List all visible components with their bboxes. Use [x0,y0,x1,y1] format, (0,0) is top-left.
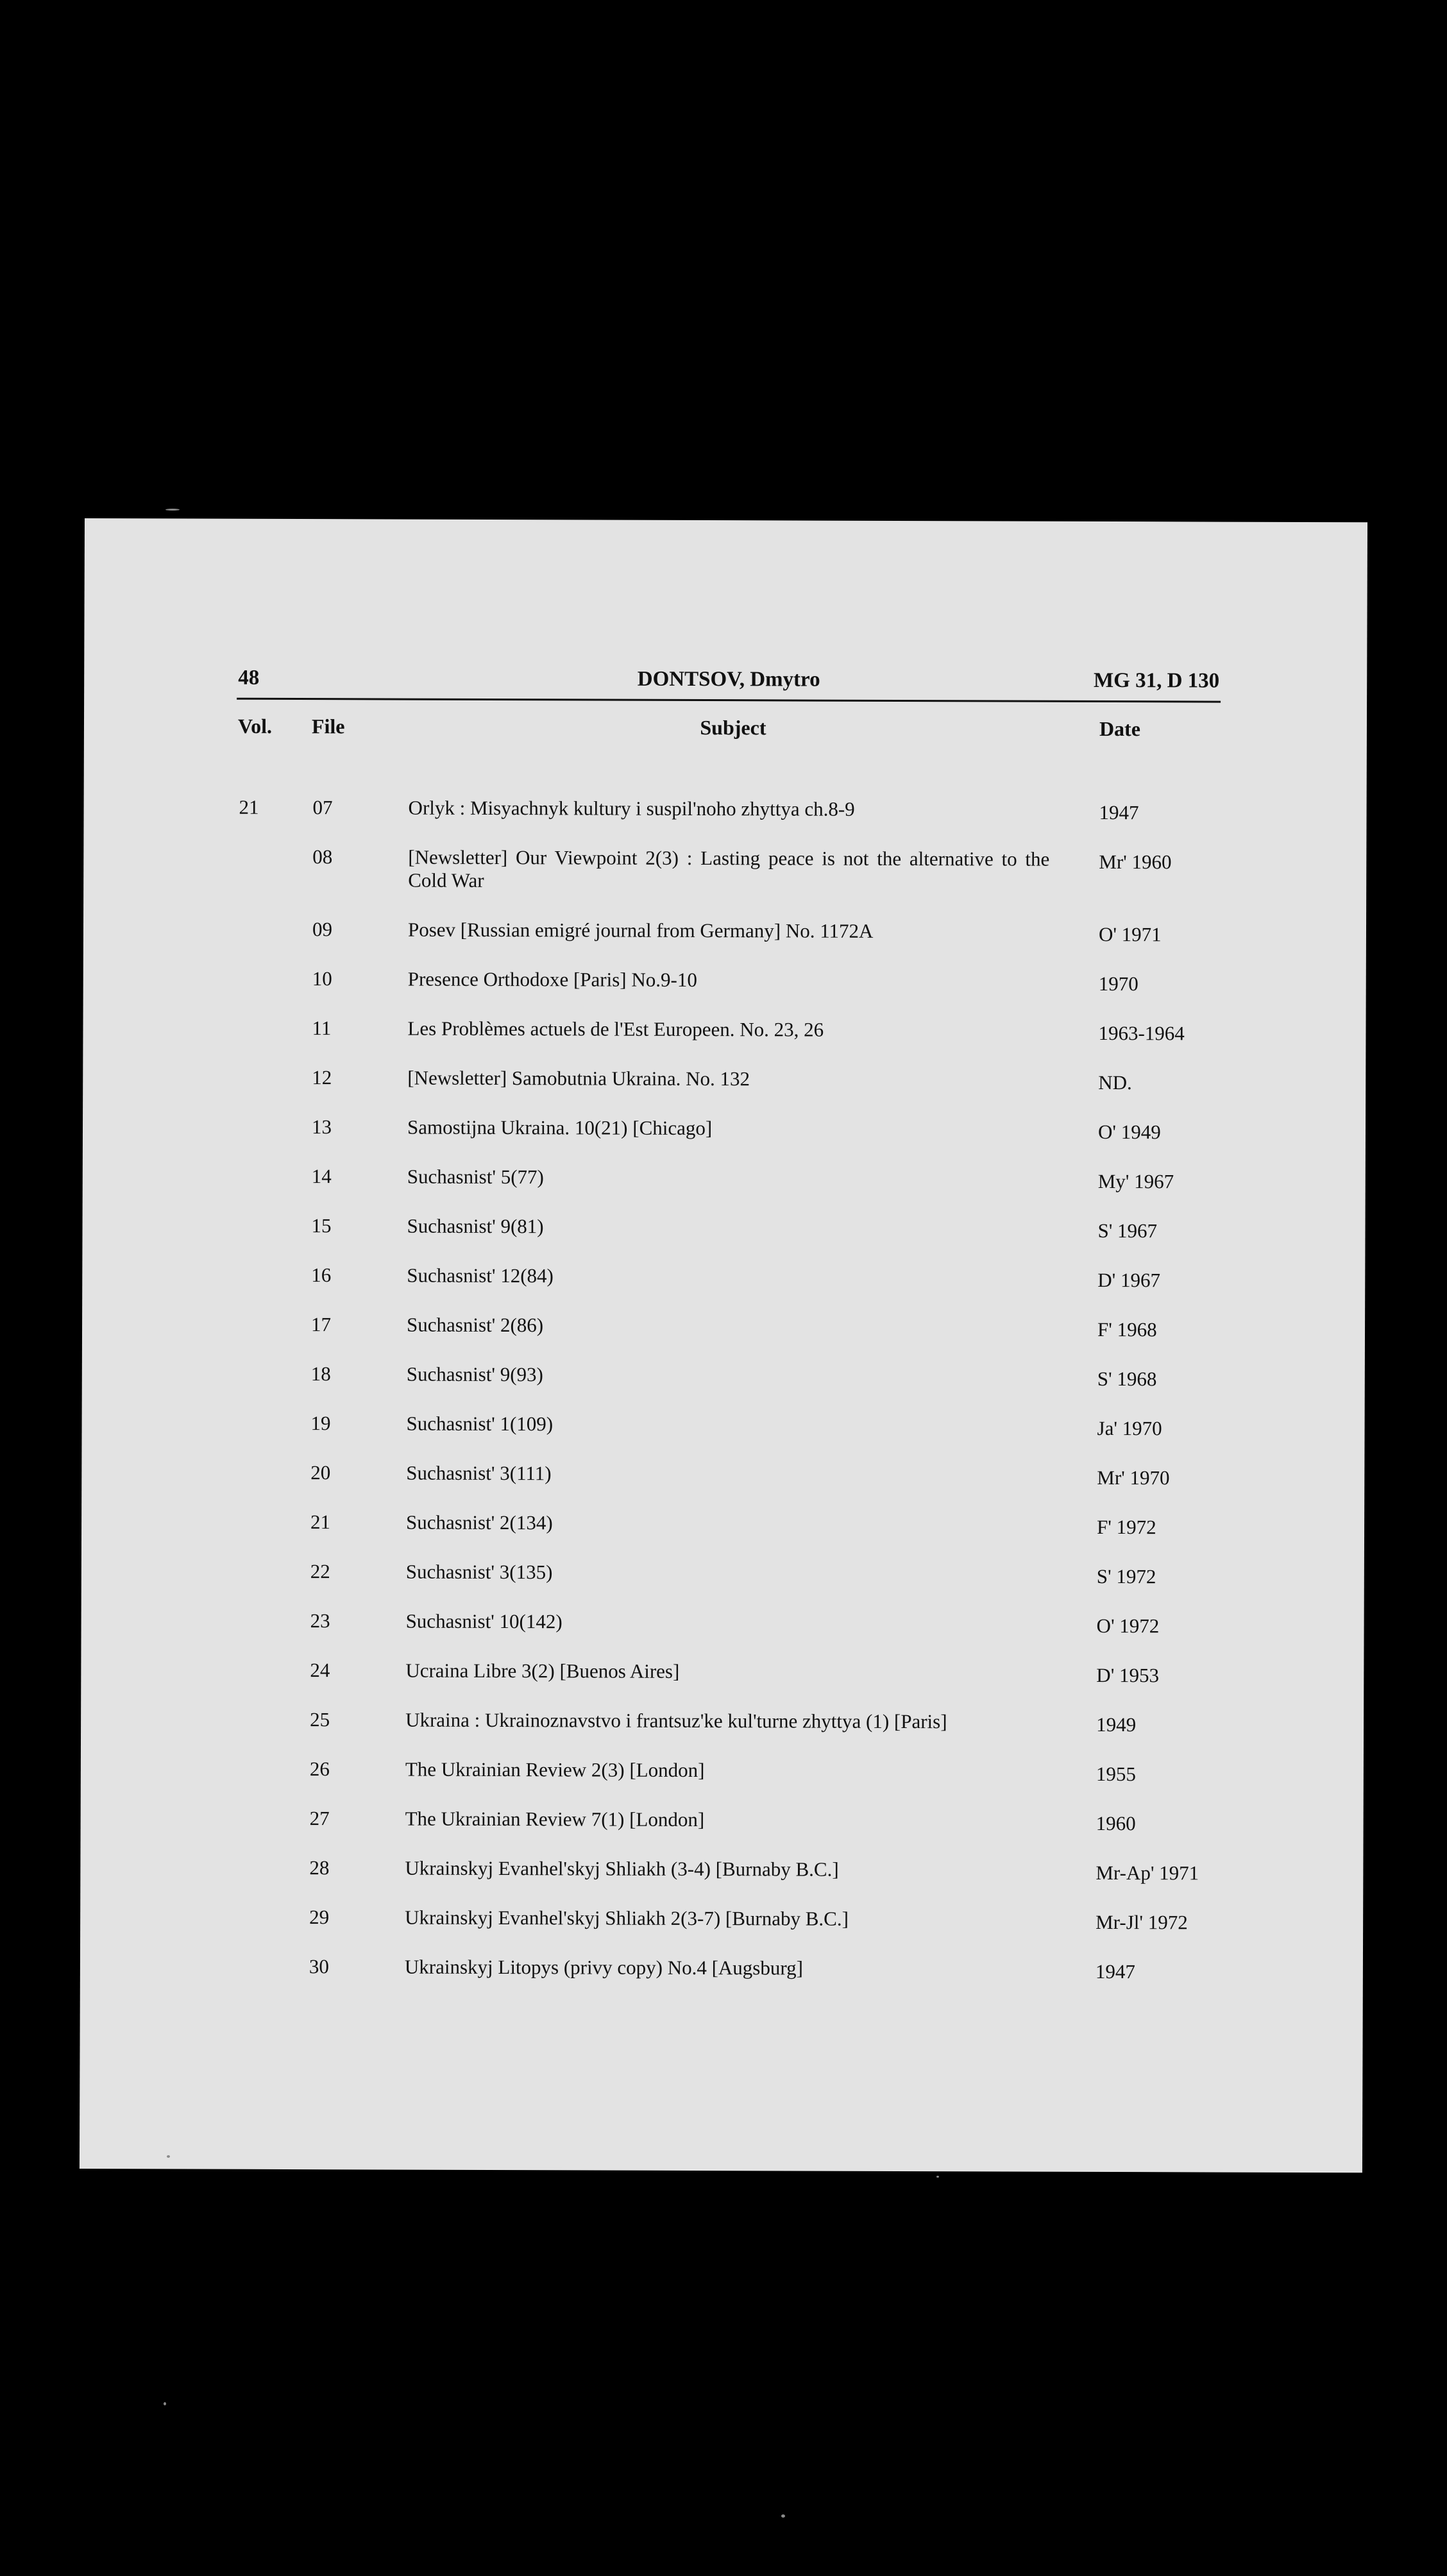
scan-speck [936,2176,939,2178]
file-list [234,796,1232,2008]
page-number: 48 [238,666,260,690]
subject-cell: Ukrainskyj Evanhel'skyj Shliakh 2(3-7) [Burnaby B.C.] [405,1906,849,1930]
column-header-file: File [311,715,345,738]
subject-cell: Ucraina Libre 3(2) [Buenos Aires] [405,1659,680,1682]
subject-cell: Ukrainskyj Evanhel'skyj Shliakh (3-4) [Burnaby B.C.] [405,1856,839,1881]
column-header-date: Date [1099,716,1141,741]
date-cell: F' 1972 [1097,1515,1156,1539]
file-cell: 21 [310,1511,331,1534]
date-cell: My' 1967 [1097,1169,1174,1193]
table-row [235,1461,1230,1487]
table-row [235,1659,1229,1685]
date-cell: 1960 [1096,1811,1136,1835]
date-cell: S' 1967 [1097,1219,1158,1242]
subject-cell: Suchasnist' 2(86) [406,1313,544,1337]
subject-cell: Orlyk : Misyachnyk kultury i suspil'noho zhyttya ch.8-9 [408,796,855,820]
file-cell: 08 [312,845,333,869]
scan-speck [164,2402,166,2405]
table-row [235,1708,1229,1734]
subject-cell: Ukrainskyj Litopys (privy copy) No.4 [Augsburg] [404,1955,804,1979]
file-cell: 18 [310,1362,331,1385]
table-row [237,1165,1231,1191]
table-row [235,1807,1229,1833]
file-cell: 20 [310,1461,331,1484]
file-cell: 24 [310,1659,330,1682]
file-cell: 28 [309,1856,330,1879]
subject-cell: Suchasnist' 12(84) [407,1264,554,1287]
date-cell: O' 1971 [1098,922,1162,946]
fonds-title: DONTSOV, Dmytro [637,667,820,691]
table-row [237,845,1231,895]
file-cell: 12 [312,1066,332,1089]
subject-cell: [Newsletter] Samobutnia Ukraina. No. 132 [407,1066,750,1090]
table-row [237,967,1231,994]
subject-cell: Samostijna Ukraina. 10(21) [Chicago] [407,1115,713,1140]
date-cell: 1949 [1096,1713,1137,1736]
date-cell: D' 1953 [1096,1663,1160,1687]
date-cell: 1963-1964 [1098,1021,1185,1045]
subject-cell: Suchasnist' 1(109) [406,1412,554,1436]
date-cell: S' 1968 [1097,1367,1157,1391]
subject-cell: Suchasnist' 9(81) [407,1214,544,1238]
table-row [235,1560,1230,1586]
date-cell: Mr-Ap' 1971 [1096,1861,1199,1885]
file-cell: 15 [311,1214,332,1237]
file-cell: 27 [309,1807,330,1830]
scan-speck [781,2514,785,2518]
table-row [237,918,1231,944]
date-cell: 1955 [1096,1762,1136,1786]
table-row [237,1017,1231,1043]
file-cell: 22 [310,1560,330,1583]
file-cell: 19 [310,1412,331,1435]
file-cell: 07 [312,796,333,819]
table-row [235,1609,1230,1636]
file-cell: 25 [310,1708,330,1731]
vol-cell: 21 [239,795,259,818]
date-cell: Ja' 1970 [1097,1416,1162,1440]
subject-cell: Les Problèmes actuels de l'Est Europeen. No. 23, 26 [407,1017,824,1041]
table-row [234,1955,1228,1981]
subject-cell: Suchasnist' 3(135) [405,1560,553,1584]
table-row [236,1214,1230,1241]
subject-cell: The Ukrainian Review 7(1) [London] [405,1807,705,1831]
file-cell: 30 [309,1955,329,1978]
file-cell: 23 [310,1609,330,1632]
table-row [237,1115,1231,1142]
date-cell: D' 1967 [1097,1268,1161,1292]
date-cell: 1947 [1099,801,1139,824]
table-row [238,796,1232,822]
subject-cell: [Newsletter] Our Viewpoint 2(3) : Lasting peace is not the alternative to the Cold War [408,845,1050,892]
date-cell: 1970 [1098,972,1138,996]
scan-speck [167,2155,170,2158]
subject-cell: The Ukrainian Review 2(3) [London] [405,1758,705,1782]
date-cell: Mr' 1960 [1099,850,1172,874]
file-cell: 14 [311,1165,332,1188]
file-cell: 29 [309,1906,330,1929]
scan-speck [165,509,180,511]
subject-cell: Suchasnist' 9(93) [406,1362,543,1386]
column-headers [238,715,1219,756]
subject-cell: Posev [Russian emigré journal from Germany] No. 1172A [407,918,874,942]
table-row [234,1856,1228,1883]
date-cell: ND. [1098,1071,1132,1094]
table-row [234,1906,1228,1932]
table-row [235,1511,1230,1537]
subject-cell: Suchasnist' 10(142) [405,1609,563,1633]
file-cell: 17 [310,1313,332,1336]
subject-cell: Presence Orthodoxe [Paris] No.9-10 [407,967,697,992]
table-row [235,1758,1229,1784]
table-row [236,1412,1230,1438]
file-cell: 11 [312,1017,332,1040]
table-row [236,1362,1230,1389]
column-header-subject: Subject [700,716,766,740]
date-cell: 1947 [1095,1960,1135,1983]
file-cell: 10 [312,967,332,990]
date-cell: O' 1972 [1096,1614,1160,1638]
date-cell: Mr-Jl' 1972 [1096,1910,1188,1934]
subject-cell: Suchasnist' 5(77) [407,1165,544,1189]
subject-cell: Suchasnist' 2(134) [406,1511,553,1534]
subject-cell: Suchasnist' 3(111) [406,1461,552,1485]
table-row [237,1066,1231,1092]
file-cell: 09 [312,918,333,941]
date-cell: O' 1949 [1097,1120,1161,1144]
date-cell: S' 1972 [1096,1564,1156,1588]
table-row [236,1264,1230,1290]
table-row [236,1313,1230,1339]
fonds-reference: MG 31, D 130 [1094,668,1220,693]
document-page [80,518,1367,2173]
subject-cell: Ukraina : Ukrainoznavstvo i frantsuz'ke kul'turne zhyttya (1) [Paris] [405,1708,947,1733]
date-cell: Mr' 1970 [1097,1466,1170,1489]
file-cell: 13 [311,1115,332,1139]
date-cell: F' 1968 [1097,1318,1157,1341]
file-cell: 16 [311,1264,332,1287]
file-cell: 26 [309,1758,330,1781]
column-header-vol: Vol. [237,714,273,738]
